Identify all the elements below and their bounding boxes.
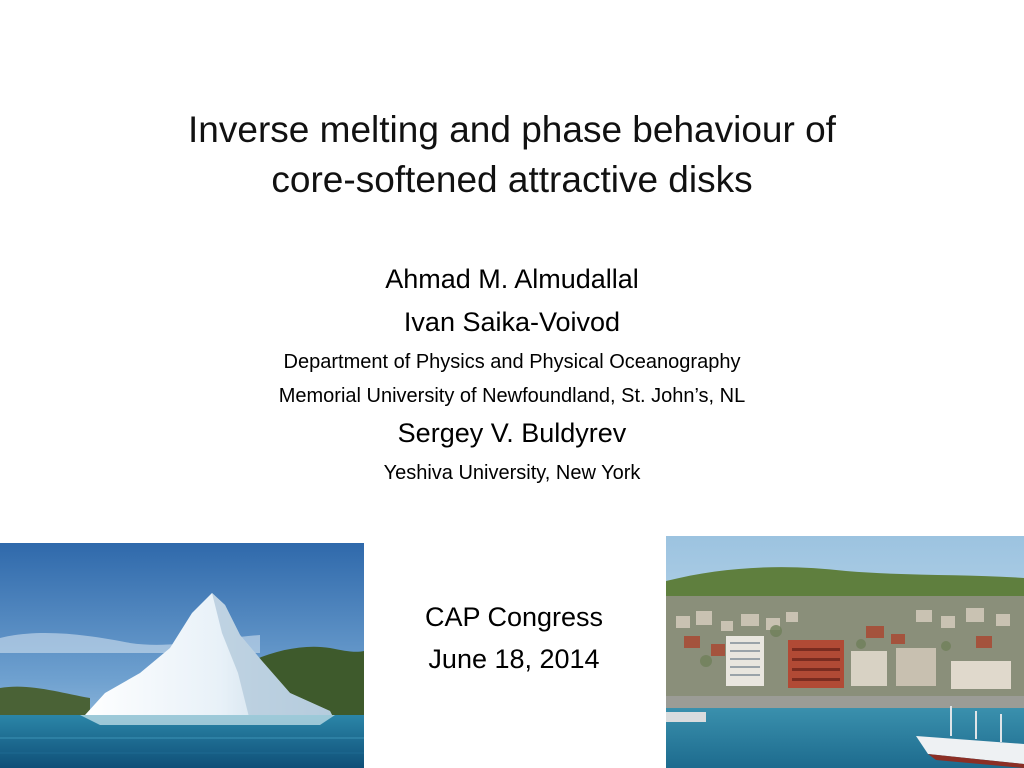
slide-title (100, 105, 924, 205)
author-buldyrev: Sergey V. Buldyrev (397, 418, 627, 448)
affiliation-university: Memorial University of Newfoundland, St. John’s, NL (278, 385, 746, 407)
author-block (112, 262, 912, 493)
event-name: CAP Congress (424, 602, 604, 632)
author-saika-voivod: Ivan Saika-Voivod (403, 307, 621, 337)
affiliation-yeshiva: Yeshiva University, New York (383, 462, 641, 484)
event-info (364, 596, 664, 680)
event-date: June 18, 2014 (428, 644, 600, 674)
title-line-1: Inverse melting and phase behaviour of (188, 109, 836, 150)
iceberg-photo (0, 543, 364, 768)
harbour-city-photo (666, 536, 1024, 768)
author-almudallal: Ahmad M. Almudallal (385, 264, 639, 294)
affiliation-department: Department of Physics and Physical Oceanography (283, 351, 741, 373)
title-line-2: core-softened attractive disks (271, 159, 753, 200)
